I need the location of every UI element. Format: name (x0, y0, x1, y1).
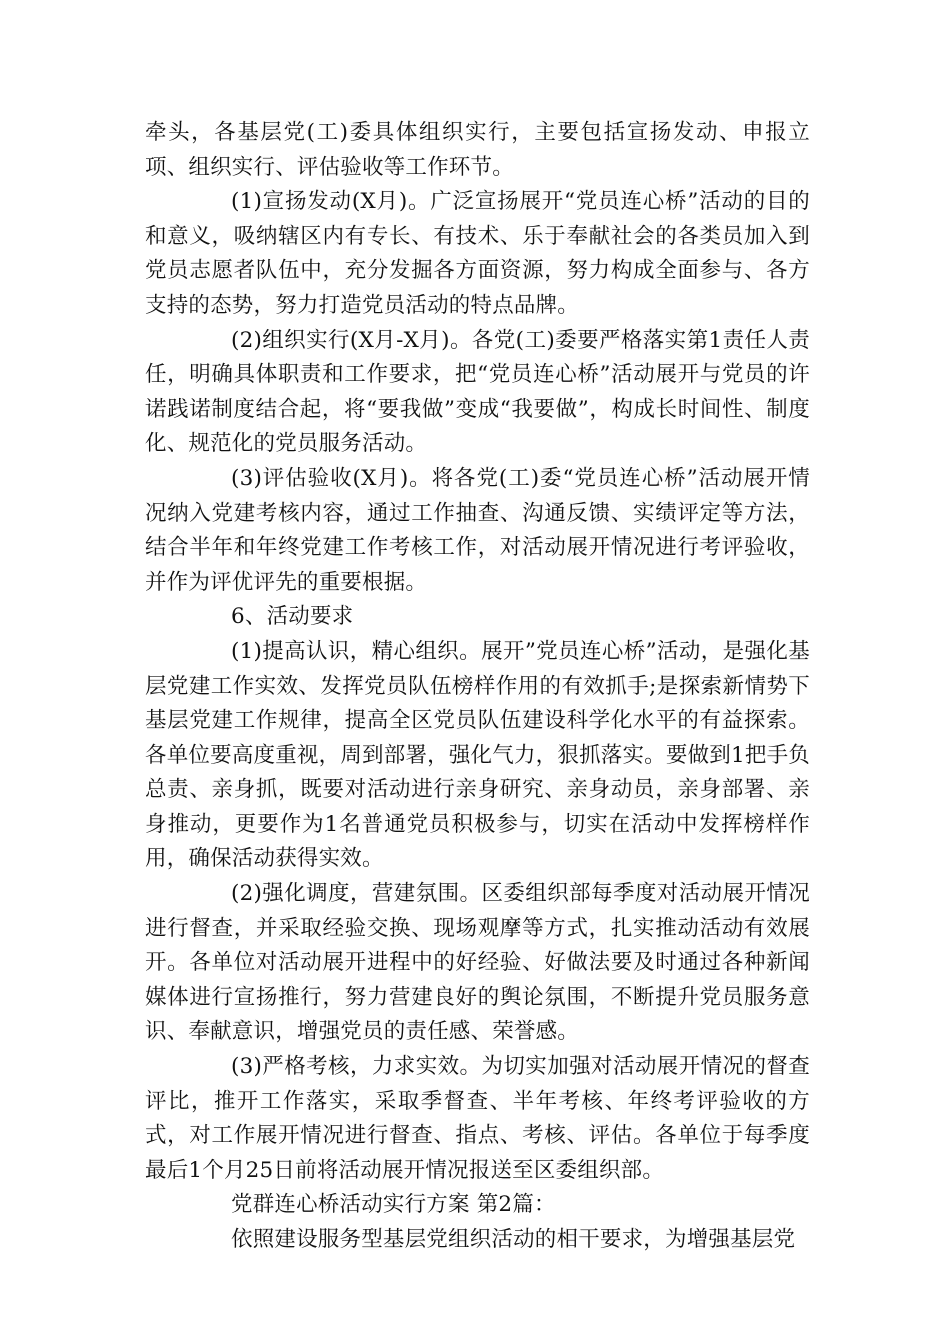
section-heading-requirements: 6、活动要求 (231, 604, 354, 630)
paragraph-scheduling: (2)强化调度，营建氛围。区委组织部每季度对活动展开情况进行督查，并采取经验交换、现场观摩等方式，扎实推动活动有效展开。各单位对活动展开进程中的好经验、好做法要及时通过各种新闻媒体进行宣扬推行，努力营建良好的舆论氛围，不断提升党员服务意识、奉献意识，增强党员的责任感、荣誉感。 (145, 881, 810, 1045)
paragraph-continuation: 牵头，各基层党(工)委具体组织实行，主要包括宣扬发动、申报立项、组织实行、评估验收等工作环节。 (145, 120, 810, 180)
paragraph-assessment: (3)严格考核，力求实效。为切实加强对活动展开情况的督查评比，推开工作落实，采取季督查、半年考核、年终考评验收的方式，对工作展开情况进行督查、指点、考核、评估。各单位于每季度最后1个月25日前将活动展开情况报送至区委组织部。 (145, 1054, 810, 1183)
paragraph-evaluation: (3)评估验收(X月)。将各党(工)委“党员连心桥”活动展开情况纳入党建考核内容，通过工作抽查、沟通反馈、实绩评定等方法，结合半年和年终党建工作考核工作，对活动展开情况进行考评验收，并作为评优评先的重要根据。 (145, 465, 810, 595)
paragraph-implementation: (2)组织实行(X月-X月)。各党(工)委要严格落实第1责任人责任，明确具体职责和工作要求，把“党员连心桥”活动展开与党员的许诺践诺制度结合起，将“要我做”变成“我要做”，构成长时间性、制度化、规范化的党员服务活动。 (145, 327, 810, 457)
section-heading-part-2: 党群连心桥活动实行方案 第2篇： (231, 1192, 556, 1218)
paragraph-publicity: (1)宣扬发动(X月)。广泛宣扬展开“党员连心桥”活动的目的和意义，吸纳辖区内有专长、有技术、乐于奉献社会的各类员加入到党员志愿者队伍中，充分发掘各方面资源，努力构成全面参与、各方支持的态势，努力打造党员活动的特点品牌。 (145, 189, 810, 318)
document-body (145, 116, 810, 1258)
paragraph-part-2-intro: 依照建设服务型基层党组织活动的相干要求，为增强基层党 (231, 1227, 796, 1252)
paragraph-awareness: (1)提高认识，精心组织。展开”党员连心桥”活动，是强化基层党建工作实效、发挥党员队伍榜样作用的有效抓手;是探索新情势下基层党建工作规律，提高全区党员队伍建设科学化水平的有益探索。各单位要高度重视，周到部署，强化气力，狠抓落实。要做到1把手负总责、亲身抓，既要对活动进行亲身研究、亲身动员，亲身部署、亲身推动，更要作为1名普通党员积极参与，切实在活动中发挥榜样作用，确保活动获得实效。 (145, 638, 810, 872)
